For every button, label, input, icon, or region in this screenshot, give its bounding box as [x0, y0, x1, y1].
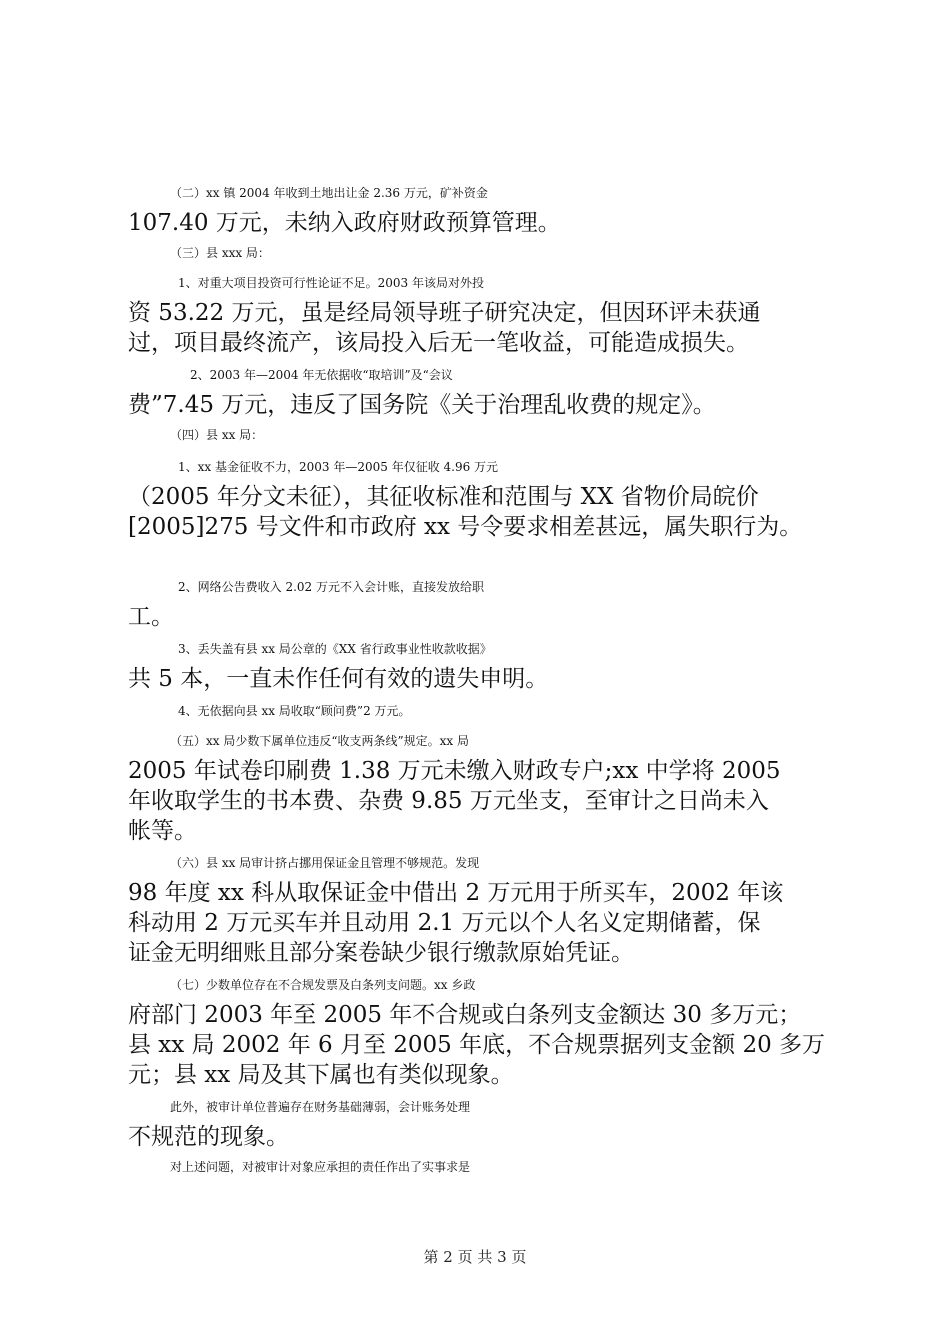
text-line: （2005 年分文未征），其征收标准和范围与 XX 省物价局皖价: [128, 484, 759, 510]
text-line: [2005]275 号文件和市政府 xx 号令要求相差甚远，属失职行为。: [128, 514, 803, 540]
text-line: （五）xx 局少数下属单位违反“收支两条线”规定。xx 局: [170, 734, 469, 748]
text-line: （四）县 xx 局：: [170, 428, 264, 442]
text-line: 2、2003 年—2004 年无依据收“取培训”及“会议: [190, 368, 453, 382]
text-line: （七）少数单位存在不合规发票及白条列支问题。xx 乡政: [170, 978, 476, 992]
text-line: 府部门 2003 年至 2005 年不合规或白条列支金额达 30 多万元；: [128, 1002, 802, 1028]
text-line: 2、网络公告费收入 2.02 万元不入会计账，直接发放给职: [178, 580, 484, 594]
text-line: 1、xx 基金征收不力，2003 年—2005 年仅征收 4.96 万元: [178, 460, 499, 474]
text-line: 2005 年试卷印刷费 1.38 万元未缴入财政专户;xx 中学将 2005: [128, 758, 781, 784]
text-line: 帐等。: [128, 818, 197, 844]
text-line: 资 53.22 万元，虽是经局领导班子研究决定，但因环评未获通: [128, 300, 761, 326]
text-line: （二）xx 镇 2004 年收到土地出让金 2.36 万元，矿补资金: [170, 186, 488, 200]
text-line: （三）县 xxx 局：: [170, 246, 270, 260]
text-line: 工。: [128, 604, 174, 630]
text-line: 3、丢失盖有县 xx 局公章的《XX 省行政事业性收款收据》: [178, 642, 492, 656]
text-line: 费”7.45 万元，违反了国务院《关于治理乱收费的规定》。: [128, 392, 716, 418]
text-line: 县 xx 局 2002 年 6 月至 2005 年底，不合规票据列支金额 20 多万: [128, 1032, 826, 1058]
text-line: 4、无依据向县 xx 局收取“顾问费”2 万元。: [178, 704, 411, 718]
page-number: 第 2 页 共 3 页: [423, 1248, 527, 1266]
text-line: 科动用 2 万元买车并且动用 2.1 万元以个人名义定期储蓄，保: [128, 910, 761, 936]
text-line: 此外，被审计单位普遍存在财务基础薄弱，会计账务处理: [170, 1100, 471, 1114]
text-line: 对上述问题，对被审计对象应承担的责任作出了实事求是: [170, 1160, 471, 1174]
text-line: 过，项目最终流产，该局投入后无一笔收益，可能造成损失。: [128, 330, 749, 356]
text-line: 不规范的现象。: [128, 1124, 289, 1150]
text-line: （六）县 xx 局审计挤占挪用保证金且管理不够规范。发现: [170, 856, 480, 870]
text-line: 元；县 xx 局及其下属也有类似现象。: [128, 1062, 514, 1088]
text-line: 年收取学生的书本费、杂费 9.85 万元坐支，至审计之日尚未入: [128, 788, 769, 814]
text-line: 1、对重大项目投资可行性论证不足。2003 年该局对外投: [178, 276, 484, 290]
text-line: 107.40 万元，未纳入政府财政预算管理。: [128, 210, 561, 236]
text-line: 共 5 本，一直未作任何有效的遗失申明。: [128, 666, 549, 692]
text-line: 98 年度 xx 科从取保证金中借出 2 万元用于所买车，2002 年该: [128, 880, 784, 906]
text-line: 证金无明细账且部分案卷缺少银行缴款原始凭证。: [128, 940, 634, 966]
